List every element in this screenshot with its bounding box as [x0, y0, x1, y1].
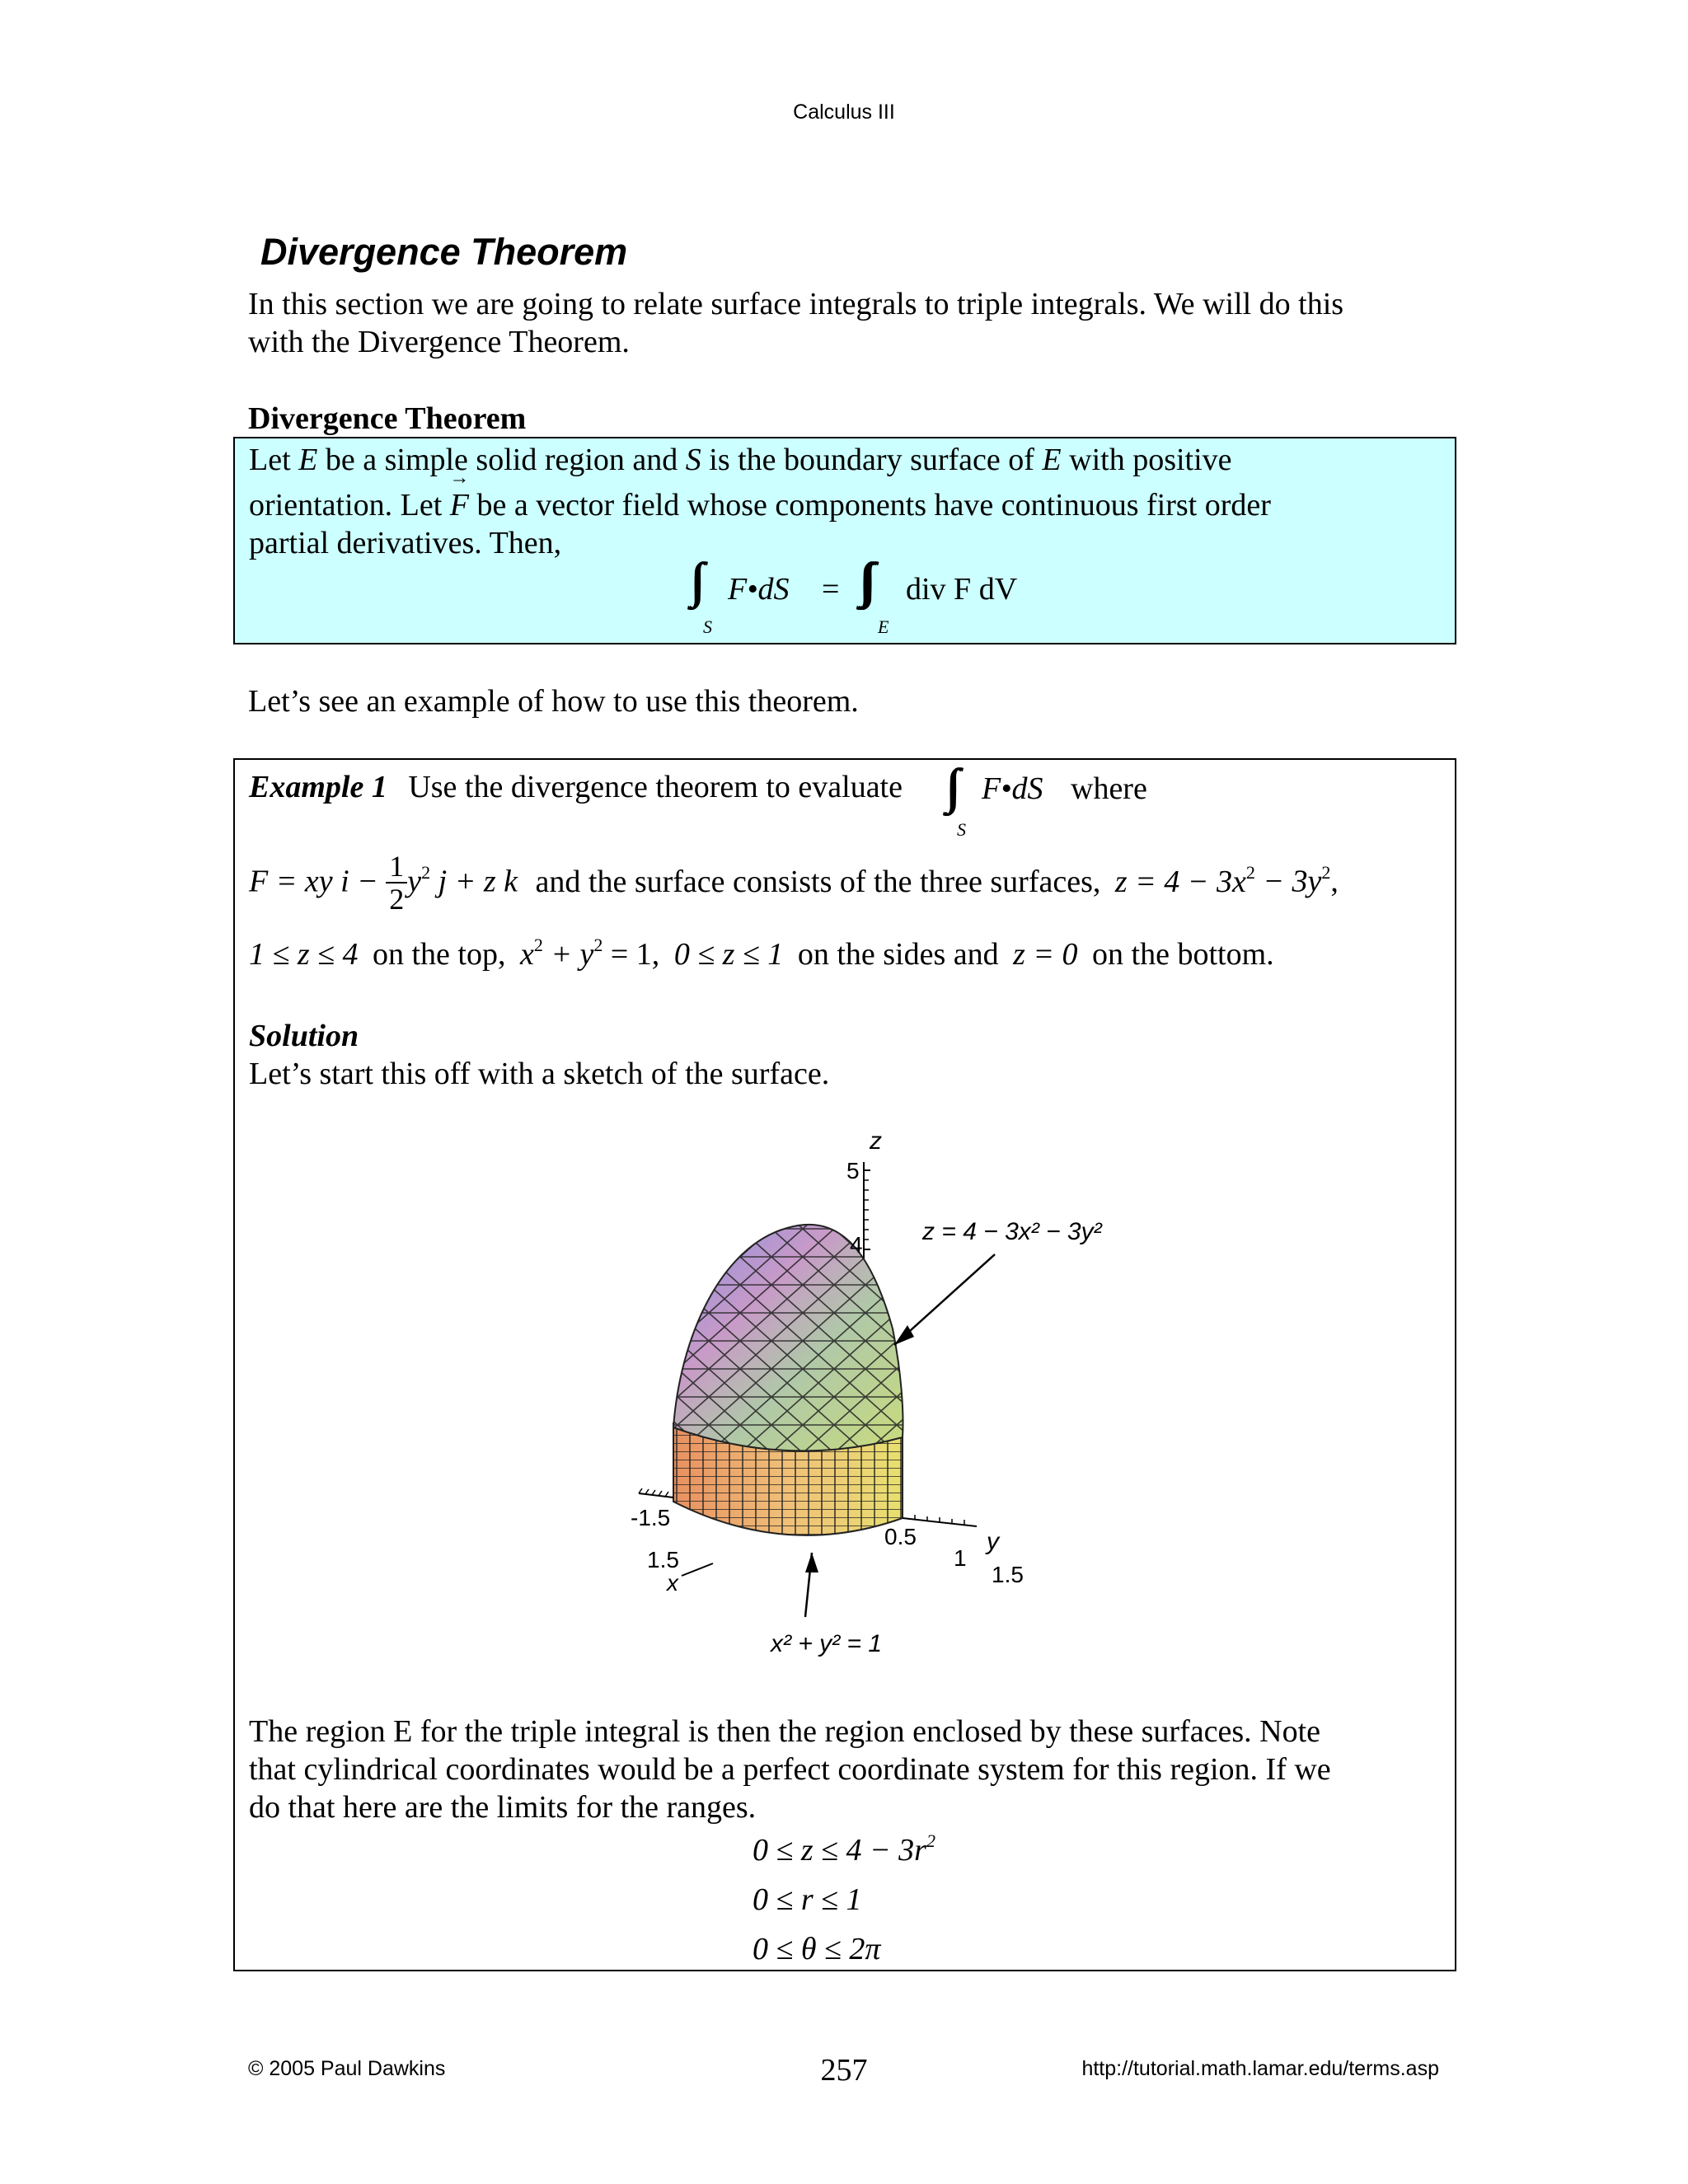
example-line-3: 1 ≤ z ≤ 4 on the top, $x^2 + y^2 = 1$, 0 ≤ z ≤ 1 on the sides and z = 0 on the bottom. [249, 935, 1274, 972]
transition-text: Let’s see an example of how to use this theorem. [248, 684, 859, 719]
example-sub-s: S [957, 819, 966, 840]
x-axis [639, 1493, 673, 1497]
limit-z: $0 \le z \le 4 - 3r^2$ [753, 1830, 935, 1868]
footer-copyright: © 2005 Paul Dawkins [248, 2057, 446, 2080]
example-integrand: F•dS [982, 771, 1043, 806]
limit-r: 0 ≤ r ≤ 1 [753, 1882, 862, 1917]
x-tick-pos: 1.5 [647, 1547, 679, 1572]
formula-rhs: div F dV [906, 572, 1018, 607]
surface-figure [631, 1127, 1207, 1657]
intro-line-2: with the Divergence Theorem. [248, 325, 630, 359]
page-number: 257 [820, 2053, 868, 2088]
y-tick-05: 0.5 [884, 1524, 917, 1549]
formula-equals: = [822, 572, 840, 607]
divergence-formula [690, 553, 1036, 637]
z-tick-5: 5 [846, 1158, 860, 1183]
footer-url[interactable]: http://tutorial.math.lamar.edu/terms.asp [1081, 2057, 1439, 2080]
double-integral-sign: ∫∫ [690, 553, 694, 607]
formula-sub-e: E [878, 616, 889, 637]
one-half-fraction: $\frac{1}{2}$ [386, 851, 407, 915]
example-box [233, 758, 1456, 1971]
triple-integral-sign: ∫∫∫ [858, 553, 865, 607]
y-axis-label: y [987, 1528, 999, 1555]
solution-heading: Solution [249, 1019, 359, 1053]
x-axis-label: x [667, 1570, 678, 1596]
top-surface-label: z = 4 − 3x² − 3y² [922, 1218, 1102, 1245]
example-line-2: F = xy i − $\frac{1}{2}$ $y^2$ j + z k and the surface consists of the three surfaces, $z = 4 - 3x^2 - 3y^2$, [249, 850, 1339, 916]
intro-line-1: In this section we are going to relate surface integrals to triple integrals. We will do this [248, 287, 1344, 321]
theorem-line-3: partial derivatives. Then, [249, 526, 562, 560]
theorem-line-1: Let E be a simple solid region and S is the boundary surface of E with positive [249, 443, 1232, 477]
side-surface-label: x² + y² = 1 [771, 1630, 883, 1657]
formula-sub-s: S [703, 616, 712, 637]
example-where: where [1071, 771, 1147, 806]
limit-theta: 0 ≤ θ ≤ 2π [753, 1932, 881, 1966]
formula-lhs: F•dS [728, 572, 790, 607]
theorem-box [233, 437, 1456, 644]
y-tick-1: 1 [954, 1545, 967, 1571]
solution-line: Let’s start this off with a sketch of the surface. [249, 1057, 830, 1091]
x-tick-neg: -1.5 [631, 1505, 671, 1530]
y-tick-15: 1.5 [992, 1562, 1024, 1587]
z-axis-label: z [870, 1127, 882, 1155]
theorem-line-2: orientation. Let → F be a vector field whose components have continuous first order [249, 486, 1271, 524]
region-line-3: do that here are the limits for the ranges. [249, 1790, 757, 1825]
example-double-integral: ∫∫ [945, 759, 950, 813]
region-line-2: that cylindrical coordinates would be a perfect coordinate system for this region. If we [249, 1752, 1331, 1787]
running-header: Calculus III [793, 101, 895, 124]
region-line-1: The region E for the triple integral is then the region enclosed by these surfaces. Note [249, 1714, 1320, 1749]
theorem-heading: Divergence Theorem [248, 401, 527, 436]
example-line-1: Example 1 Use the divergence theorem to evaluate [249, 770, 903, 804]
section-title: Divergence Theorem [260, 231, 628, 273]
z-tick-4: 4 [850, 1232, 863, 1258]
example-label: Example 1 [249, 770, 387, 804]
